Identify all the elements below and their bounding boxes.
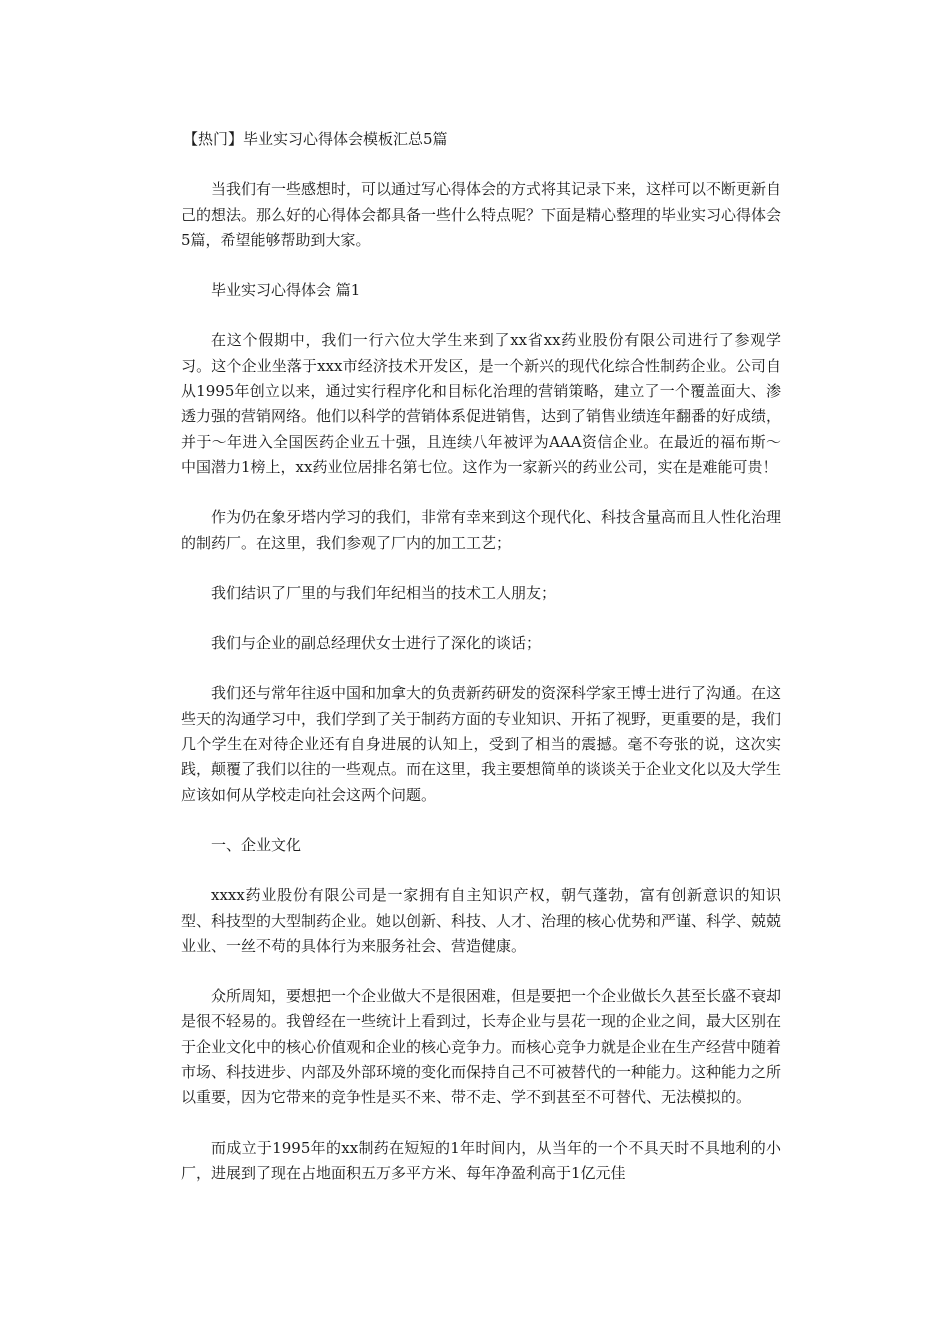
body-paragraph: xxxx药业股份有限公司是一家拥有自主知识产权，朝气蓬勃，富有创新意识的知识型、科技型的大型制药企业。她以创新、科技、人才、治理的核心优势和严谨、科学、兢兢业业、一丝不苟的具体行为来服务社会、营造健康。 <box>181 886 782 955</box>
body-paragraph: 众所周知，要想把一个企业做大不是很困难，但是要把一个企业做长久甚至长盛不衰却是很不轻易的。我曾经在一些统计上看到过，长寿企业与昙花一现的企业之间，最大区别在于企业文化中的核心价值观和企业的核心竞争力。而核心竞争力就是企业在生产经营中随着市场、科技进步、内部及外部环境的变化而保持自己不可被替代的一种能力。这种能力之所以重要，因为它带来的竞争性是买不来、带不走、学不到甚至不可替代、无法模拟的。 <box>181 987 782 1107</box>
document-title: 【热门】毕业实习心得体会模板汇总5篇 <box>183 130 448 148</box>
body-paragraph: 我们与企业的副总经理伏女士进行了深化的谈话； <box>211 634 542 653</box>
body-paragraph: 我们结识了厂里的与我们年纪相当的技术工人朋友； <box>211 583 557 602</box>
body-paragraph: 在这个假期中，我们一行六位大学生来到了xx省xx药业股份有限公司进行了参观学习。这个企业坐落于xxx市经济技术开发区，是一个新兴的现代化综合性制药企业。公司自从1995年创立以来，通过实行程序化和目标化治理的营销策略，建立了一个覆盖面大、渗透力强的营销网络。他们以科学的营销体系促进销售，达到了销售业绩连年翻番的好成绩，并于～年进入全国医药企业五十强，且连续八年被评为AAA资信企业。在最近的福布斯～中国潜力1榜上，xx药业位居排名第七位。这作为一家新兴的药业公司，实在是难能可贵！ <box>181 331 782 476</box>
body-paragraph: 作为仍在象牙塔内学习的我们，非常有幸来到这个现代化、科技含量高而且人性化治理的制药厂。在这里，我们参观了厂内的加工工艺； <box>181 508 782 552</box>
document-body <box>181 127 781 1211</box>
intro-paragraph: 当我们有一些感想时，可以通过写心得体会的方式将其记录下来，这样可以不断更新自己的想法。那么好的心得体会都具备一些什么特点呢？下面是精心整理的毕业实习心得体会5篇，希望能够帮助到大家。 <box>181 180 782 249</box>
subsection-heading: 一、企业文化 <box>211 835 302 854</box>
body-paragraph: 我们还与常年往返中国和加拿大的负责新药研发的资深科学家王博士进行了沟通。在这些天的沟通学习中，我们学到了关于制药方面的专业知识、开拓了视野，更重要的是，我们几个学生在对待企业还有自身进展的认知上，受到了相当的震撼。毫不夸张的说，这次实践，颠覆了我们以往的一些观点。而在这里，我主要想简单的谈谈关于企业文化以及大学生应该如何从学校走向社会这两个问题。 <box>181 684 782 804</box>
section-heading: 毕业实习心得体会 篇1 <box>211 281 361 300</box>
body-paragraph: 而成立于1995年的xx制药在短短的1年时间内，从当年的一个不具天时不具地利的小厂，进展到了现在占地面积五万多平方米、每年净盈利高于1亿元佳 <box>181 1138 781 1182</box>
